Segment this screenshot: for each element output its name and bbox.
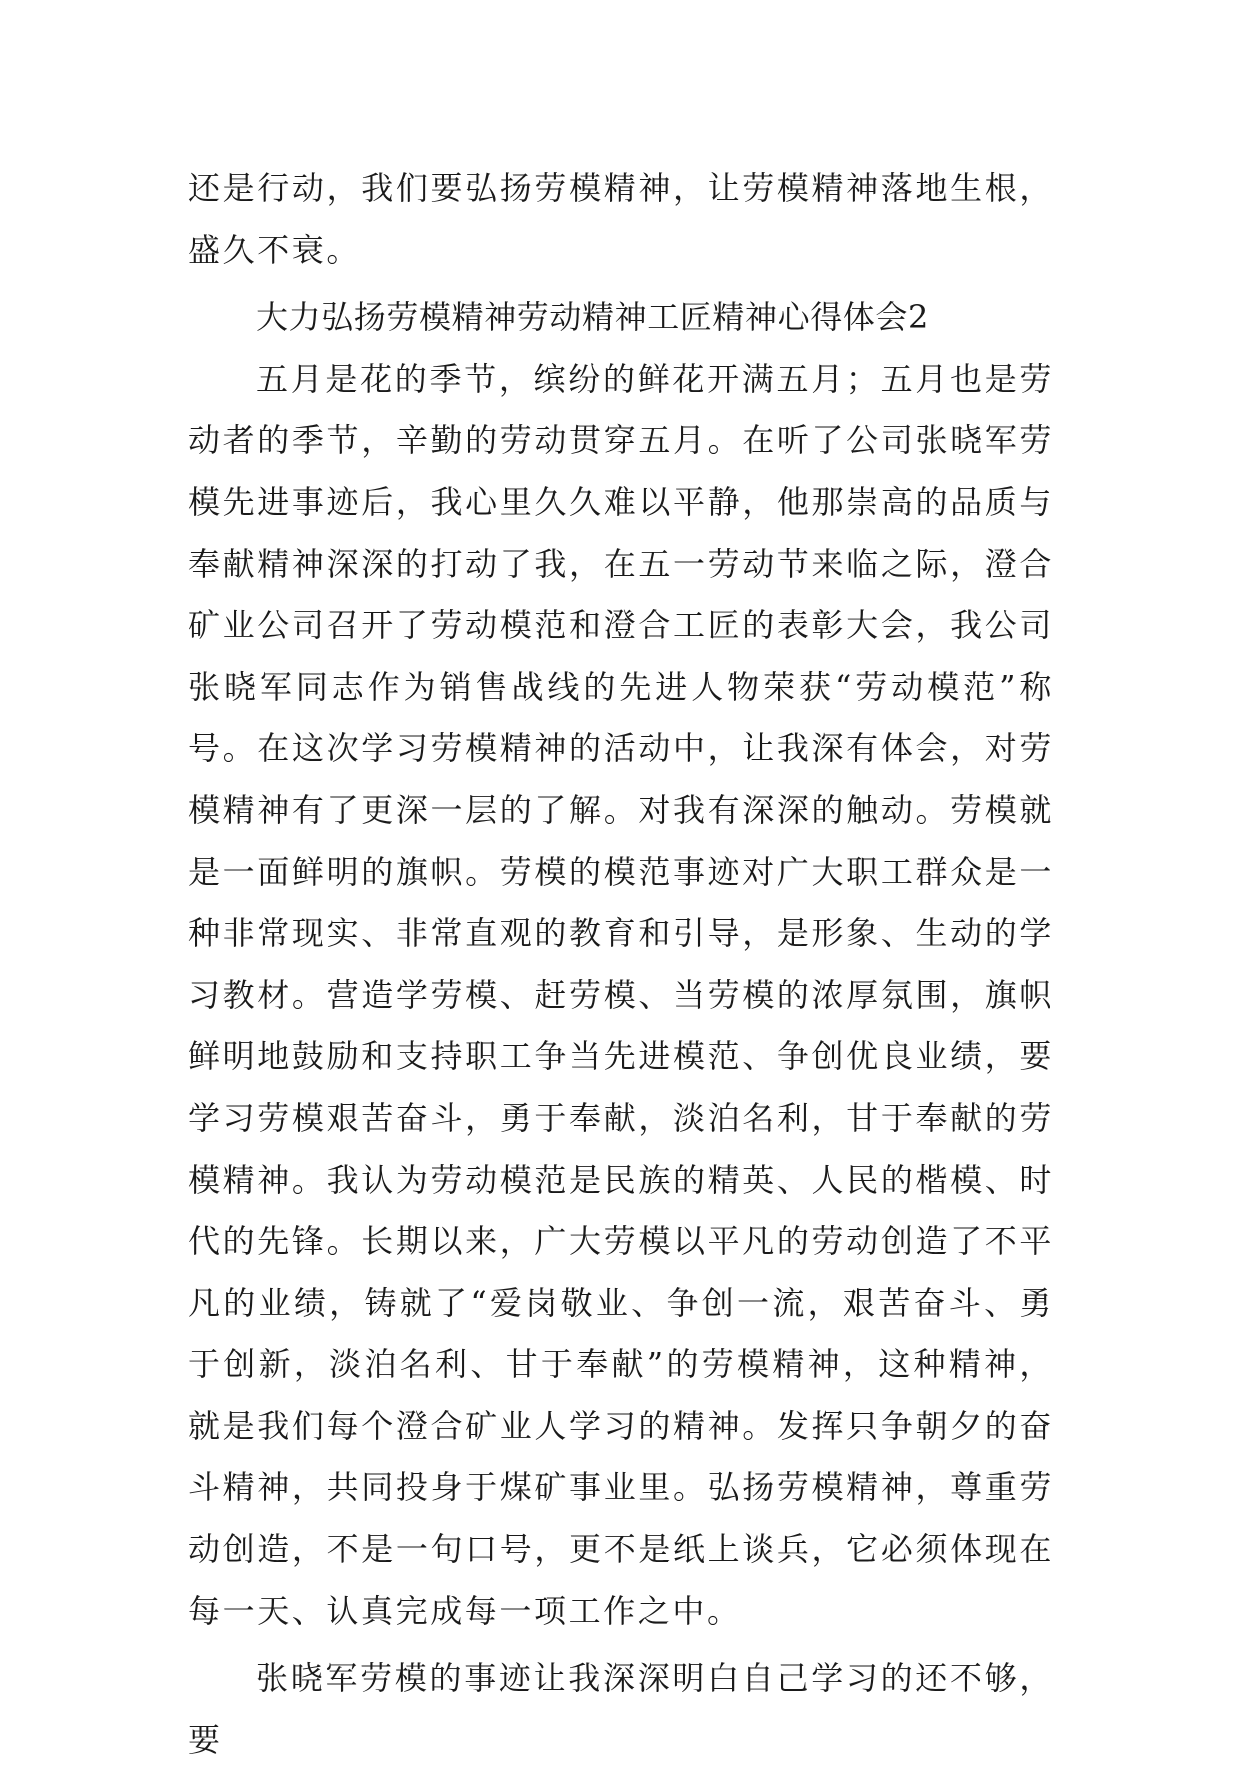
continuation-paragraph: 还是行动，我们要弘扬劳模精神，让劳模精神落地生根，盛久不衰。	[188, 169, 1054, 269]
body-paragraph: 张晓军劳模的事迹让我深深明白自己学习的还不够，要	[188, 1659, 1054, 1759]
section-heading: 大力弘扬劳模精神劳动精神工匠精神心得体会2	[256, 298, 929, 337]
document-body	[188, 158, 1054, 1771]
body-paragraph: 五月是花的季节，缤纷的鲜花开满五月；五月也是劳动者的季节，辛勤的劳动贯穿五月。在听了公司张晓军劳模先进事迹后，我心里久久难以平静，他那崇高的品质与奉献精神深深的打动了我，在五一劳动节来临之际，澄合矿业公司召开了劳动模范和澄合工匠的表彰大会，我公司张晓军同志作为销售战线的先进人物荣获“劳动模范”称号。在这次学习劳模精神的活动中，让我深有体会，对劳模精神有了更深一层的了解。对我有深深的触动。劳模就是一面鲜明的旗帜。劳模的模范事迹对广大职工群众是一种非常现实、非常直观的教育和引导，是形象、生动的学习教材。营造学劳模、赶劳模、当劳模的浓厚氛围，旗帜鲜明地鼓励和支持职工争当先进模范、争创优良业绩，要学习劳模艰苦奋斗，勇于奉献，淡泊名利，甘于奉献的劳模精神。我认为劳动模范是民族的精英、人民的楷模、时代的先锋。长期以来，广大劳模以平凡的劳动创造了不平凡的业绩，铸就了“爱岗敬业、争创一流，艰苦奋斗、勇于创新，淡泊名利、甘于奉献”的劳模精神，这种精神，就是我们每个澄合矿业人学习的精神。发挥只争朝夕的奋斗精神，共同投身于煤矿事业里。弘扬劳模精神，尊重劳动创造，不是一句口号，更不是纸上谈兵，它必须体现在每一天、认真完成每一项工作之中。	[188, 359, 1054, 1630]
